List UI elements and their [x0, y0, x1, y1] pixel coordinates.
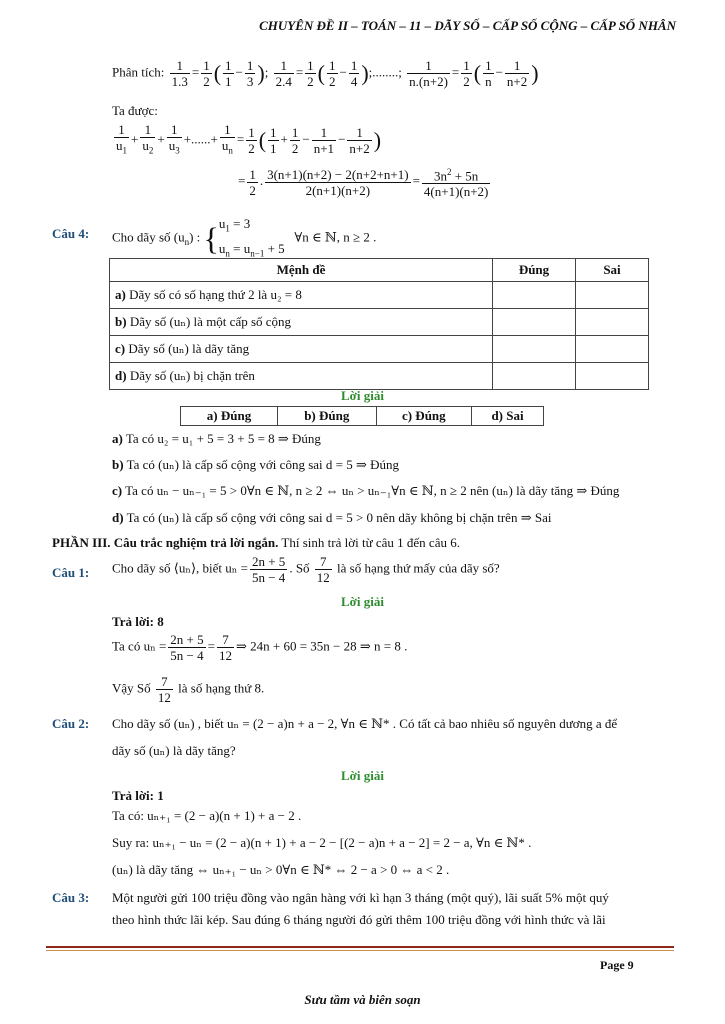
footer-rule: [46, 950, 674, 951]
q3-line1: Một người gửi 100 triệu đồng vào ngân hàng với kì hạn 3 tháng (một quý), lãi suất 5% một quý: [112, 890, 609, 905]
q1-statement: Cho dãy số ⟨uₙ⟩, biết uₙ = $\frac{2n + 5}{5n - 4}$ . Số $\frac{7}{12}$ là số hạng thứ mấy của dãy số?: [112, 554, 500, 585]
solution-line: d) Ta có (uₙ) là cấp số cộng với công sai d = 5 > 0 nên dãy không bị chặn trên ⇒ Sai: [112, 510, 552, 525]
true-cell[interactable]: [493, 363, 576, 390]
table-row: c) Dãy số (uₙ) là dãy tăng: [110, 336, 649, 363]
answer-cell: b) Đúng: [278, 407, 377, 426]
fraction: $\frac{1}{1.3}$: [171, 58, 188, 89]
col-header: Sai: [576, 259, 649, 282]
q2-step2: Suy ra: uₙ₊₁ − uₙ = (2 − a)(n + 1) + a − 2 − [(2 − a)n + a − 2] = 2 − a, ∀n ∈ ℕ* .: [112, 835, 532, 850]
sum-result: = $\frac{1}{2}$ . $\frac{3(n+1)(n+2) - 2(n+2+n+1)}{2(n+1)(n+2)}$ = $\frac{3n^2 + 5n}{4(n+1)(n+2)}$: [238, 166, 489, 200]
q1-answer: Trả lời: 8: [112, 614, 164, 629]
loi-giai-heading: Lời giải: [341, 388, 384, 403]
q3-label: Câu 3:: [52, 890, 90, 905]
loi-giai-heading: Lời giải: [341, 594, 384, 609]
q2-step1: Ta có: uₙ₊₁ = (2 − a)(n + 1) + a − 2 .: [112, 808, 302, 823]
solution-line: b) Ta có (uₙ) là cấp số cộng với công sai d = 5 ⇒ Đúng: [112, 457, 399, 472]
answer-table: [180, 406, 544, 426]
table-row: d) Dãy số (uₙ) bị chặn trên: [110, 363, 649, 390]
false-cell[interactable]: [576, 336, 649, 363]
sum-line: $\frac{1}{u_1}$ + $\frac{1}{u_2}$ + $\frac{1}{u_3}$ +......+ $\frac{1}{u_n}$ = $\frac{1}{2}$ ( $\frac{1}{1}$ + $\frac{1}{2}$ − $\frac{1}{n+1}$ − $\frac{1}{n+2}$ ): [116, 122, 382, 156]
cau4-label: Câu 4:: [52, 226, 90, 241]
true-cell[interactable]: [493, 309, 576, 336]
footer-credit: Sưu tầm và biên soạn: [304, 992, 421, 1007]
q2-line2: dãy số (uₙ) là dãy tăng?: [112, 743, 236, 758]
loi-giai-heading: Lời giải: [341, 768, 384, 783]
page-number: Page 9: [600, 958, 634, 972]
part3-heading: PHẦN III. Câu trắc nghiệm trả lời ngắn. Thí sinh trả lời từ câu 1 đến câu 6.: [52, 535, 460, 550]
q1-conclusion: Vậy Số $\frac{7}{12}$ là số hạng thứ 8.: [112, 674, 265, 705]
footer-rule: [46, 946, 674, 948]
true-cell[interactable]: [493, 336, 576, 363]
q2-label: Câu 2:: [52, 716, 90, 731]
q2-answer: Trả lời: 1: [112, 788, 164, 803]
solution-line: a) Ta có u₂ = u₁ + 5 = 3 + 5 = 8 ⇒ Đúng: [112, 431, 321, 446]
q1-solution: Ta có uₙ = $\frac{2n + 5}{5n - 4}$ = $\frac{7}{12}$ ⇒ 24n + 60 = 35n − 28 ⇒ n = 8 .: [112, 632, 408, 663]
true-cell[interactable]: [493, 282, 576, 309]
answer-cell: d) Sai: [472, 407, 544, 426]
false-cell[interactable]: [576, 309, 649, 336]
ta-duoc: Ta được:: [112, 103, 158, 118]
analysis-line: Phân tích: $\frac{1}{1.3}$ = $\frac{1}{2}$ ( $\frac{1}{1}$ − $\frac{1}{3}$ ); $\frac{1}{2.4}$ = $\frac{1}{2}$ ( $\frac{1}{2}$ − $\frac{1}{4}$ );........; $\frac{1}{n.(n+2)}$ = $\frac{1}{2}$ ( $\frac{1}{n}$ − $\frac{1}{n+2}$ ): [112, 58, 539, 89]
q3-line2: theo hình thức lãi kép. Sau đúng 6 tháng người đó gửi thêm 100 triệu đồng với hình thức và lãi: [112, 912, 606, 927]
answer-cell: c) Đúng: [376, 407, 472, 426]
col-header: Mệnh đề: [110, 259, 493, 282]
solution-line: c) Ta có uₙ − uₙ₋₁ = 5 > 0∀n ∈ ℕ, n ≥ 2 ⇔ uₙ > uₙ₋₁∀n ∈ ℕ, n ≥ 2 nên (uₙ) là dãy tăng ⇒ Đúng: [112, 483, 620, 498]
col-header: Đúng: [493, 259, 576, 282]
analysis-label: Phân tích:: [112, 64, 165, 80]
answer-cell: a) Đúng: [181, 407, 278, 426]
cau4-statement: Cho dãy số $(u_n)$ : {$u_1 = 3$ $u_n = u_{n-1} + 5$ ∀n ∈ ℕ, n ≥ 2 .: [112, 216, 377, 259]
false-cell[interactable]: [576, 282, 649, 309]
q2-line1: Cho dãy số (uₙ) , biết uₙ = (2 − a)n + a − 2, ∀n ∈ ℕ* . Có tất cả bao nhiêu số nguyên dương a để: [112, 716, 618, 731]
q2-step3: (uₙ) là dãy tăng ⇔ uₙ₊₁ − uₙ > 0∀n ∈ ℕ* ⇔ 2 − a > 0 ⇔ a < 2 .: [112, 862, 450, 877]
false-cell[interactable]: [576, 363, 649, 390]
q1-label: Câu 1:: [52, 565, 90, 580]
table-row: a) Dãy số có số hạng thứ 2 là u₂ = 8: [110, 282, 649, 309]
table-row: b) Dãy số (uₙ) là một cấp số cộng: [110, 309, 649, 336]
page-header: CHUYÊN ĐỀ II – TOÁN – 11 – DÃY SỐ – CẤP SỐ CỘNG – CẤP SỐ NHÂN: [259, 18, 676, 33]
truth-table: [109, 258, 649, 390]
